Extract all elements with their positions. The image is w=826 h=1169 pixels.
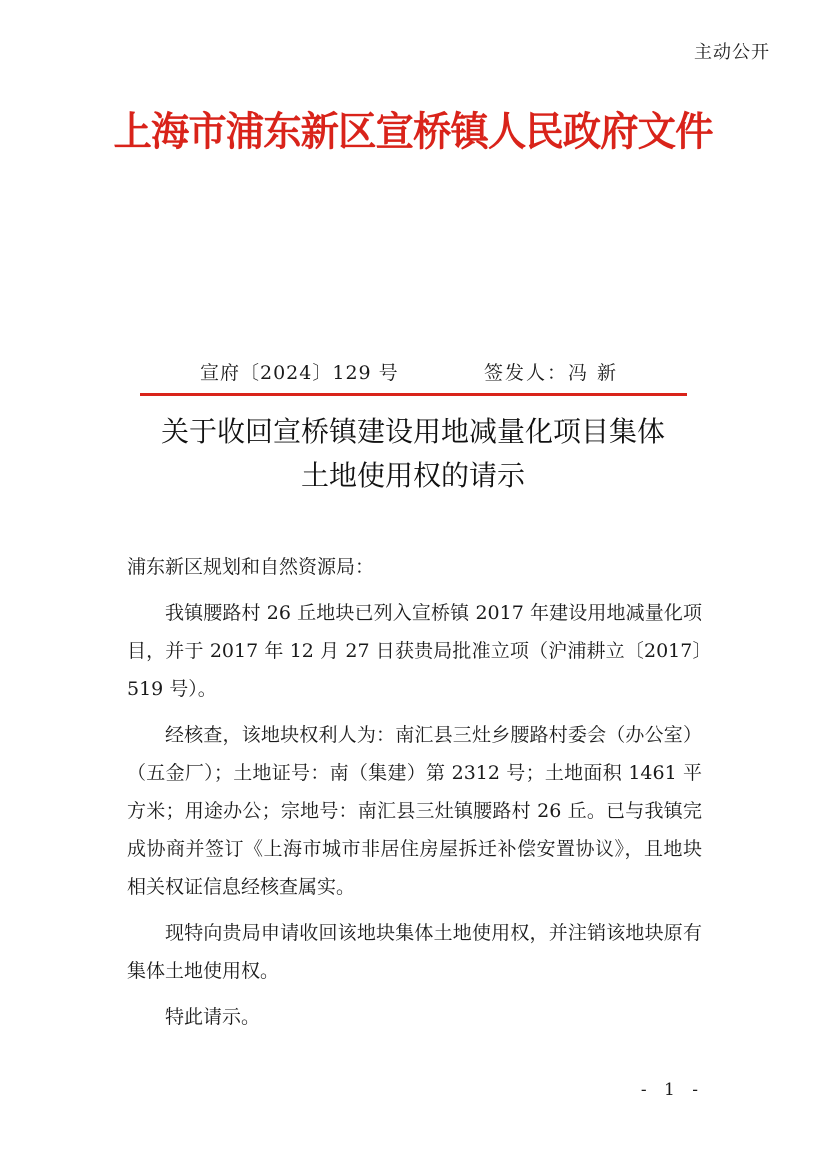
body-paragraph: 我镇腰路村 26 丘地块已列入宣桥镇 2017 年建设用地减量化项目，并于 2017 年 12 月 27 日获贵局批准立项（沪浦耕立〔2017〕519 号）。	[127, 602, 702, 700]
salutation: 浦东新区规划和自然资源局：	[127, 556, 375, 578]
page-number: - 1 -	[640, 1080, 704, 1100]
document-body	[127, 548, 702, 1044]
body-paragraph: 经核查，该地块权利人为：南汇县三灶乡腰路村委会（办公室）（五金厂）；土地证号：南（集建）第 2312 号；土地面积 1461 平方米；用途办公；宗地号：南汇县三灶镇腰路村 26 丘。已与我镇完成协商并签订《上海市城市非居住房屋拆迁补偿安置协议》，且地块相关权证信息经核查属实。	[127, 724, 702, 898]
issuing-authority-header: 上海市浦东新区宣桥镇人民政府文件	[113, 108, 713, 155]
document-title-line-2: 土地使用权的请示	[300, 459, 525, 492]
disclosure-label: 主动公开	[694, 42, 770, 63]
document-meta	[0, 358, 826, 388]
closing-line: 特此请示。	[165, 1006, 261, 1028]
signer: 签发人：冯 新	[484, 362, 619, 384]
red-divider	[140, 393, 687, 396]
body-paragraph: 现特向贵局申请收回该地块集体土地使用权，并注销该地块原有集体土地使用权。	[127, 922, 702, 982]
document-number: 宣府〔2024〕129 号	[200, 362, 399, 384]
document-title-line-1: 关于收回宣桥镇建设用地减量化项目集体	[160, 415, 665, 448]
document-title	[0, 410, 826, 498]
